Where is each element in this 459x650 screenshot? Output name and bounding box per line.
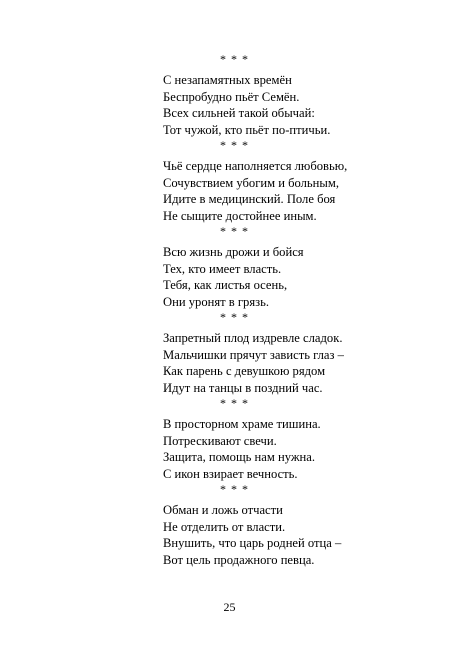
stanza-lines (163, 244, 304, 311)
verse-line: С незапамятных времён (163, 73, 292, 87)
verse-line: Тех, кто имеет власть. (163, 261, 282, 276)
stanza-separator: * * * (220, 396, 249, 410)
verse-line: Всю жизнь дрожи и бойся (163, 245, 304, 259)
verse-line: Внушить, что царь родней отца – (163, 536, 342, 551)
verse-line: В просторном храме тишина. (163, 417, 321, 431)
verse-line: Не сыщите достойнее иным. (163, 209, 317, 224)
page-number: 25 (223, 600, 236, 614)
verse-line: Мальчишки прячут зависть глаз – (163, 347, 344, 362)
verse-line: Тот чужой, кто пьёт по-птичьи. (163, 123, 331, 138)
verse-line: Запретный плод издревле сладок. (163, 331, 343, 345)
stanza-separator: * * * (220, 138, 249, 152)
verse-line: Потрескивают свечи. (163, 433, 277, 448)
stanza-separator: * * * (220, 52, 249, 66)
stanza-lines (163, 416, 321, 483)
verse-line: Чьё сердце наполняется любовью, (163, 159, 348, 173)
verse-line: Не отделить от власти. (163, 519, 286, 534)
verse-line: Сочувствием убогим и больным, (163, 175, 339, 190)
stanza-separator: * * * (220, 310, 249, 324)
verse-line: Идут на танцы в поздний час. (163, 381, 323, 396)
verse-line: Как парень с девушкою рядом (163, 364, 326, 379)
verse-line: Защита, помощь нам нужна. (163, 450, 316, 465)
stanza-separator: * * * (220, 482, 249, 496)
stanza-lines (163, 72, 330, 139)
verse-line: Беспробудно пьёт Семён. (163, 89, 300, 104)
verse-line: Вот цель продажного певца. (163, 553, 315, 568)
verse-line: Тебя, как листья осень, (163, 278, 288, 293)
stanza-lines (163, 330, 344, 397)
stanza-lines (163, 502, 341, 569)
stanza-lines (163, 158, 347, 225)
verse-line: Идите в медицинский. Поле боя (163, 192, 336, 207)
verse-line: Они уронят в грязь. (163, 295, 270, 310)
stanza-separator: * * * (220, 224, 249, 238)
verse-line: Всех сильней такой обычай: (163, 106, 315, 121)
verse-line: С икон взирает вечность. (163, 467, 298, 482)
verse-line: Обман и ложь отчасти (163, 503, 283, 517)
